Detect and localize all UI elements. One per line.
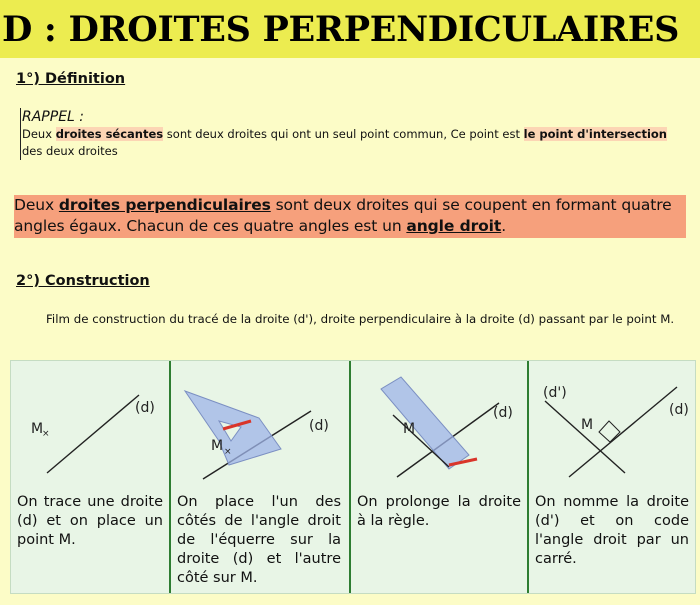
definition-text-part: sont deux droites qui se coupent en formant quatre angles égaux. Chacun de ces quatre angles est un	[14, 196, 672, 235]
rappel-term-intersection: le point d'intersection	[523, 127, 667, 141]
step-1-caption: On trace une droite (d) et on place un point M.	[17, 494, 163, 548]
rappel-box	[20, 108, 682, 160]
step-2-figure	[171, 361, 349, 491]
step-4-caption: On nomme la droite (d') et on code l'angle droit par un carré.	[535, 494, 689, 567]
definition-text-part: .	[501, 217, 507, 235]
label-d: (d)	[669, 402, 689, 418]
label-m: M	[211, 438, 224, 454]
definition-term-perpendiculaires: droites perpendiculaires	[58, 196, 271, 214]
rappel-text-part: des deux droites	[22, 144, 118, 158]
step-1-figure	[11, 361, 171, 491]
line-d	[47, 395, 139, 473]
label-d: (d)	[493, 405, 513, 421]
rappel-term-secantes: droites sécantes	[55, 127, 164, 141]
definition-text-part: Deux	[14, 196, 59, 214]
step-4	[529, 361, 695, 593]
rappel-title: RAPPEL :	[22, 109, 85, 125]
rappel-text	[22, 126, 682, 160]
rappel-text-part: Deux	[22, 127, 56, 141]
step-4-figure	[529, 361, 695, 491]
page-title: D : DROITES PERPENDICULAIRES	[0, 0, 700, 58]
step-3-figure	[351, 361, 527, 491]
label-d: (d)	[135, 400, 155, 416]
label-dp: (d')	[543, 385, 567, 401]
section-heading-definition: 1°) Définition	[16, 71, 126, 87]
step-1	[11, 361, 171, 593]
construction-intro: Film de construction du tracé de la droite (d'), droite perpendiculaire à la droite (d) passant par le point M.	[46, 312, 675, 326]
point-m-mark: ×	[224, 447, 232, 457]
point-m-mark: ×	[42, 429, 50, 439]
construction-panel	[10, 360, 696, 594]
label-m: M	[31, 421, 44, 437]
label-m: M	[403, 421, 416, 437]
step-3	[351, 361, 527, 593]
definition-box	[14, 195, 686, 238]
step-2-caption: On place l'un des côtés de l'angle droit de l'équerre sur la droite (d) et l'autre côté sur M.	[177, 494, 341, 586]
step-3-caption: On prolonge la droite à la règle.	[357, 494, 521, 529]
right-angle-square	[599, 421, 620, 442]
line-dp	[545, 401, 625, 473]
rappel-text-part: sont deux droites qui ont un seul point commun, Ce point est	[163, 127, 524, 141]
step-2	[171, 361, 349, 593]
ruler-icon	[381, 377, 469, 469]
definition-term-angle-droit: angle droit	[406, 217, 502, 235]
label-d: (d)	[309, 418, 329, 434]
section-heading-construction: 2°) Construction	[16, 273, 150, 289]
label-m: M	[581, 417, 594, 433]
